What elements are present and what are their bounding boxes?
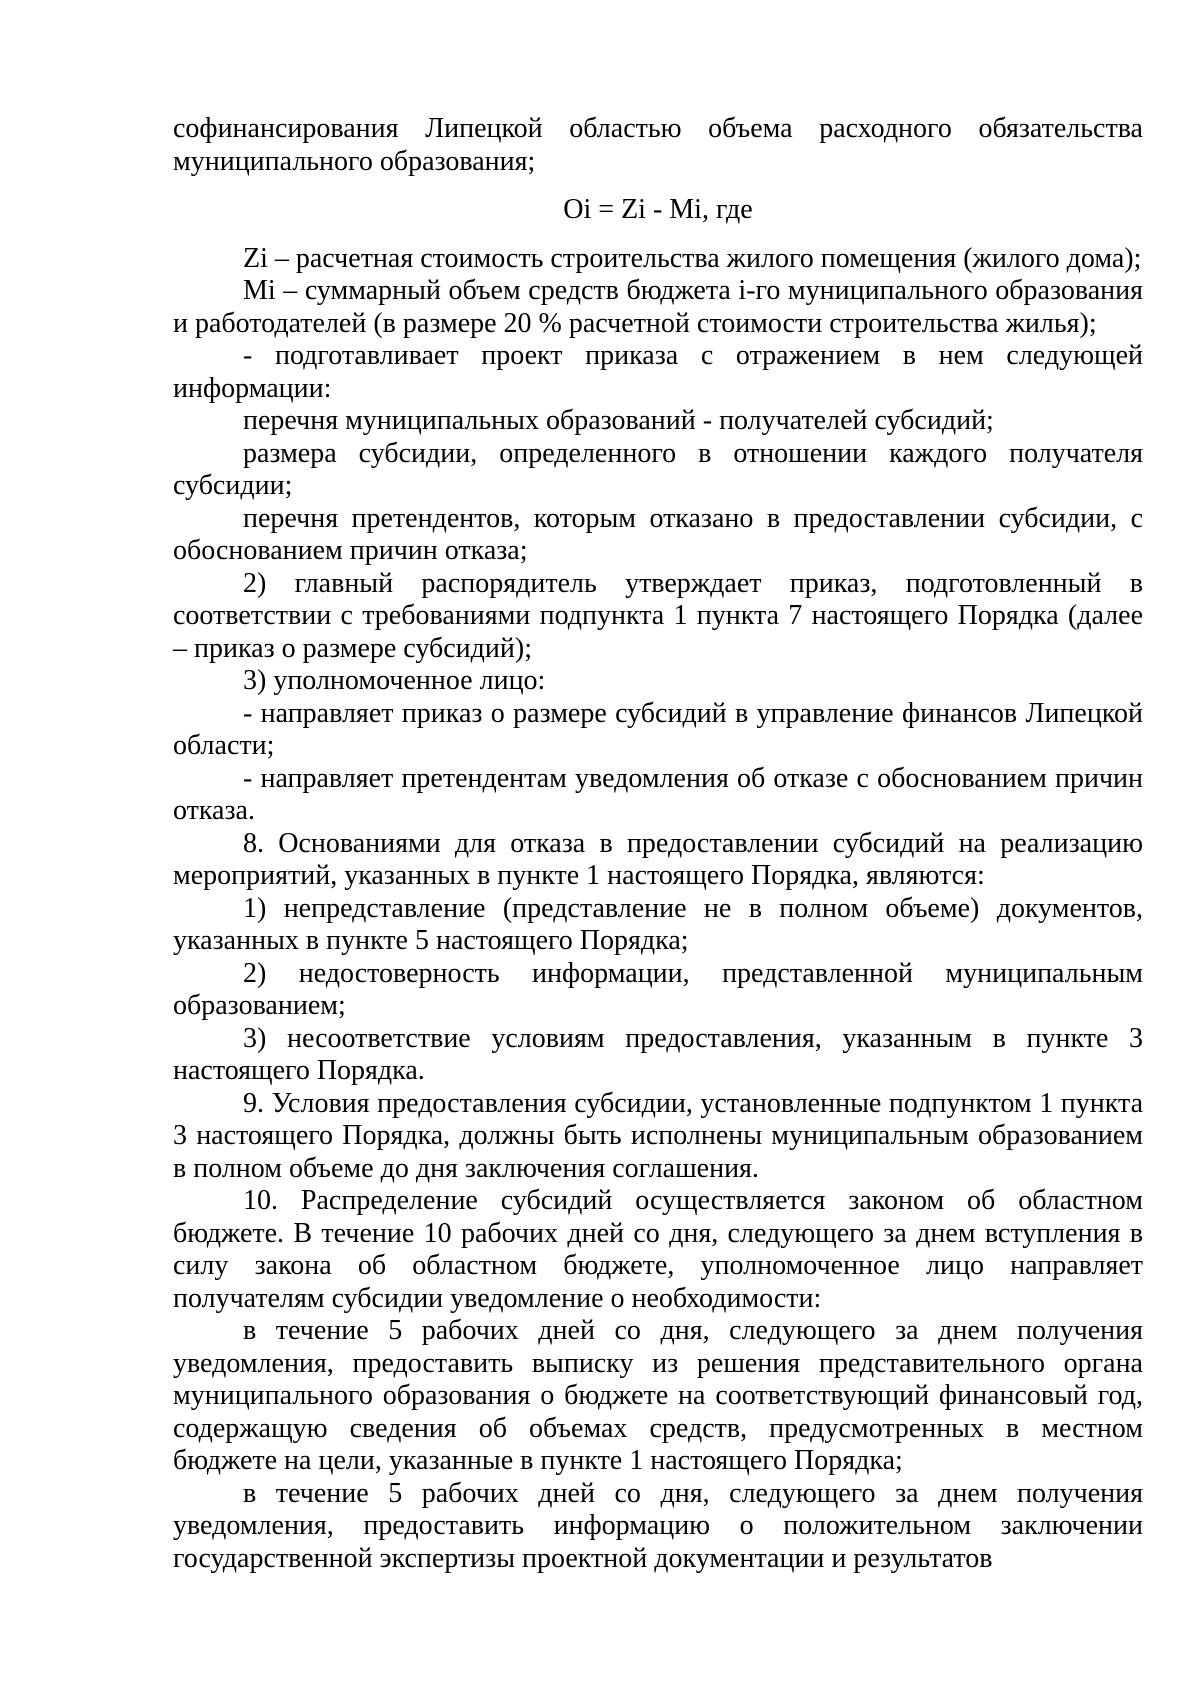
paragraph-section-9: 9. Условия предоставления субсидии, установленные подпунктом 1 пункта 3 настоящего Порядка, должны быть исполнены муниципальным образованием в полном объеме до дня заключения соглашения. xyxy=(173,1087,1143,1184)
paragraph-send-order: - направляет приказ о размере субсидий в управление финансов Липецкой области; xyxy=(173,697,1143,761)
paragraph-budget-extract: в течение 5 рабочих дней со дня, следующего за днем получения уведомления, предоставить выписку из решения представительного органа муниципального образования о бюджете на соответствующий финансовый год, содержащую сведения об объемах средств, предусмотренных в местном бюджете на цели, указанные в пункте 1 настоящего Порядка; xyxy=(173,1315,1143,1476)
paragraph-subsidy-size: размера субсидии, определенного в отношении каждого получателя субсидии; xyxy=(173,437,1143,501)
document-body xyxy=(173,113,1143,1575)
paragraph-section-10: 10. Распределение субсидий осуществляется законом об областном бюджете. В течение 10 рабочих дней со дня, следующего за днем вступления в силу закона об областном бюджете, уполномоченное лицо направляет получателям субсидии уведомление о необходимости: xyxy=(173,1185,1143,1314)
paragraph-section-8: 8. Основаниями для отказа в предоставлении субсидий на реализацию мероприятий, указанных в пункте 1 настоящего Порядка, являются: xyxy=(173,827,1143,891)
paragraph-section-8-item-1: 1) непредставление (представление не в полном объеме) документов, указанных в пункте 5 настоящего Порядка; xyxy=(173,892,1143,956)
paragraph-prepare-order: - подготавливает проект приказа с отражением в нем следующей информации: xyxy=(173,340,1143,404)
paragraph-send-refusals: - направляет претендентам уведомления об отказе с обоснованием причин отказа. xyxy=(173,762,1143,826)
paragraph-section-8-item-3: 3) несоответствие условиям предоставления, указанным в пункте 3 настоящего Порядка. xyxy=(173,1022,1143,1086)
paragraph-item-3: 3) уполномоченное лицо: xyxy=(243,665,546,696)
paragraph-list-recipients: перечня муниципальных образований - получателей субсидий; xyxy=(243,405,994,436)
paragraph-zi-definition: Zi – расчетная стоимость строительства жилого помещения (жилого дома); xyxy=(243,242,1142,274)
paragraph-section-8-item-2: 2) недостоверность информации, представленной муниципальным образованием; xyxy=(173,957,1143,1021)
formula: Oi = Zi - Mi, где xyxy=(563,194,753,225)
paragraph-item-2: 2) главный распорядитель утверждает приказ, подготовленный в соответствии с требованиями подпункта 1 пункта 7 настоящего Порядка (далее – приказ о размере субсидий); xyxy=(173,567,1143,664)
paragraph-expertise-info: в течение 5 рабочих дней со дня, следующего за днем получения уведомления, предоставить информацию о положительном заключении государственной экспертизы проектной документации и результатов xyxy=(173,1477,1143,1574)
paragraph-refused-list: перечня претендентов, которым отказано в предоставлении субсидии, с обоснованием причин отказа; xyxy=(173,502,1143,566)
paragraph-mi-definition: Mi – суммарный объем средств бюджета i-го муниципального образования и работодателей (в размере 20 % расчетной стоимости строительства жилья); xyxy=(173,275,1143,339)
paragraph-continuation: софинансирования Липецкой областью объема расходного обязательства муниципального образования; xyxy=(173,113,1143,177)
